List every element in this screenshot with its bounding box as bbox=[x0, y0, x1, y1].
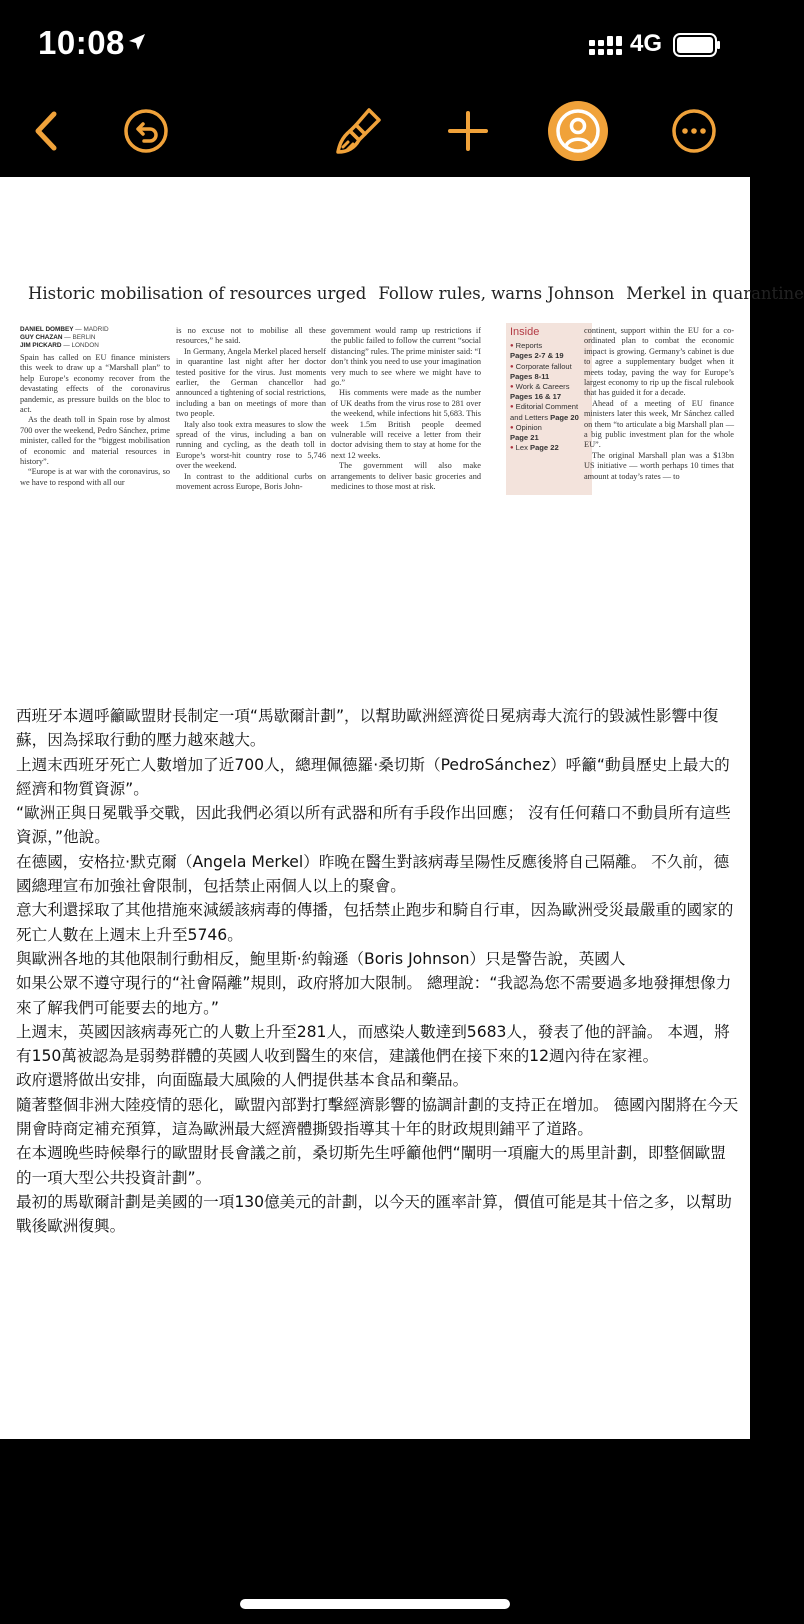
location-arrow-icon bbox=[128, 33, 146, 51]
translation-paragraph: 如果公眾不遵守現行的“社會隔離”規則，政府將加大限制。 總理說：“我認為您不需要過多地發揮想像力來了解我們可能要去的地方。” bbox=[16, 974, 732, 1017]
translation-paragraph: “歐洲正與日冕戰爭交戰，因此我們必須以所有武器和所有手段作出回應； 沒有任何藉口不動員所有這些資源，”他說。 bbox=[16, 804, 731, 847]
article-paragraph: government would ramp up restrictions if the public failed to follow the current “social distancing” rules. The prime minister said: “I don’t think you need to use your imagination very much to see where we might have to go.” bbox=[331, 326, 481, 388]
translation-paragraph: 上週末西班牙死亡人數增加了近700人，總理佩德羅·桑切斯（PedroSánchez）呼籲“動員歷史上最大的經濟和物質資源”。 bbox=[16, 755, 730, 798]
translation-paragraph: 隨著整個非洲大陸疫情的惡化，歐盟內部對打擊經濟影響的協調計劃的支持正在增加。 德國內閣將在今天開會時商定補充預算，這為歐洲最大經濟體撕毀指導其十年的財政規則鋪平了道路。 bbox=[16, 1095, 739, 1139]
translation-paragraph: 政府還將做出安排，向面臨最大風險的人們提供基本食品和藥品。 bbox=[16, 1071, 469, 1090]
translation-paragraph: 上週末，英國因該病毒死亡的人數上升至281人，而感染人數達到5683人，發表了他的評論。 本週，將有150萬被認為是弱勢群體的英國人收到醫生的來信，建議他們在接下來的12週內待在家裡。 bbox=[16, 1022, 730, 1066]
translation-paragraph: 在本週晚些時候舉行的歐盟財長會議之前，桑切斯先生呼籲他們“闡明一項龐大的馬里計劃，即整個歐盟的一項大型公共投資計劃”。 bbox=[16, 1144, 726, 1187]
headline-1: Historic mobilisation of resources urged bbox=[28, 283, 367, 303]
article-paragraph: In Germany, Angela Merkel placed herself in quarantine last night after her doctor tested positive for the virus. Just moments earlier, the German chancellor had announced a tightening of social restrictions, including a ban on meetings of more than two people. bbox=[176, 346, 326, 419]
headline-3: Merkel in quarantine bbox=[626, 283, 804, 303]
undo-button[interactable] bbox=[110, 95, 182, 167]
headline-bar bbox=[20, 277, 804, 309]
article-column-4 bbox=[584, 326, 734, 482]
translation-paragraph: 西班牙本週呼籲歐盟財長制定一項“馬歇爾計劃”，以幫助歐洲經濟從日冕病毒大流行的毀滅性影響中復蘇，因為採取行動的壓力越來越大。 bbox=[16, 707, 719, 750]
note-content[interactable] bbox=[0, 177, 804, 1439]
article-column-3 bbox=[331, 326, 481, 493]
status-bar bbox=[0, 0, 750, 95]
brush-icon bbox=[333, 105, 385, 157]
network-type: 4G bbox=[630, 30, 663, 57]
inside-title: Inside bbox=[510, 326, 540, 338]
inside-item: Pages 16 & 17 bbox=[510, 392, 562, 402]
inside-item: ● Lex Page 22 bbox=[510, 443, 588, 453]
more-button[interactable] bbox=[658, 95, 730, 167]
profile-button[interactable] bbox=[542, 95, 614, 167]
article-paragraph: Italy also took extra measures to slow the spread of the virus, including a ban on running and cycling, as the death toll in Europe’s worst-hit country rose to 5,746 over the weekend. bbox=[176, 419, 326, 471]
inside-item: ● Opinion bbox=[510, 423, 588, 433]
status-time: 10:08 bbox=[38, 24, 125, 61]
more-icon bbox=[670, 107, 718, 155]
undo-icon bbox=[122, 107, 170, 155]
plus-icon bbox=[446, 109, 490, 153]
brush-button[interactable] bbox=[323, 95, 395, 167]
inside-item: ● Reports bbox=[510, 341, 588, 351]
inside-item: ● Work & Careers bbox=[510, 382, 588, 392]
inside-item: Page 21 bbox=[510, 433, 539, 443]
inside-item: ● Editorial Comment and Letters Page 20 bbox=[510, 402, 588, 422]
add-button[interactable] bbox=[432, 95, 504, 167]
back-button[interactable] bbox=[10, 95, 82, 167]
home-indicator[interactable] bbox=[240, 1599, 510, 1609]
translation-paragraph: 在德國，安格拉·默克爾（Angela Merkel）昨晚在醫生對該病毒呈陽性反應後將自己隔離。 不久前，德國總理宣布加強社會限制，包括禁止兩個人以上的聚會。 bbox=[16, 852, 730, 896]
translation-paragraph: 意大利還採取了其他措施來減緩該病毒的傳播，包括禁止跑步和騎自行車，因為歐洲受災最嚴重的國家的死亡人數在上週末上升至5746。 bbox=[16, 901, 734, 944]
inside-item: ● Corporate fallout bbox=[510, 362, 588, 372]
article-paragraph: In contrast to the additional curbs on movement across Europe, Boris John- bbox=[176, 471, 326, 492]
bottom-bar bbox=[0, 1439, 750, 1624]
article-paragraph: His comments were made as the number of UK deaths from the virus rose to 281 over the weekend, while infections hit 5,683. This week 1.5m British people deemed vulnerable will receive a letter from their doctor advising them to stay at home for the next 12 weeks. bbox=[331, 388, 481, 460]
profile-icon bbox=[547, 100, 609, 162]
translation-paragraph: 最初的馬歇爾計劃是美國的一項130億美元的計劃，以今天的匯率計算，價值可能是其十倍之多，以幫助戰後歐洲復興。 bbox=[16, 1192, 732, 1236]
article-paragraph: Ahead of a meeting of EU finance ministers later this week, Mr Sánchez called on them “to articulate a big Marshall plan — a big public investment plan for the whole EU”. bbox=[584, 398, 734, 450]
article-paragraph: is no excuse not to mobilise all these resources,” he said. bbox=[176, 326, 326, 346]
back-chevron-icon bbox=[26, 106, 66, 156]
article-paragraph: continent, support within the EU for a co-ordinated plan to combat the economic impact is growing. Germany’s cabinet is due to agree a supplementary budget when it meets today, paving the way for Europe’s largest economy to rip up the fiscal rulebook that has guided it for a decade. bbox=[584, 326, 734, 398]
article-column-1 bbox=[20, 326, 170, 488]
article-paragraph: The government will also make arrangements to deliver basic groceries and medicines to those most at risk. bbox=[331, 461, 481, 492]
article-paragraph: “Europe is at war with the coronavirus, so we have to respond with all our bbox=[20, 467, 170, 487]
article-paragraph: The original Marshall plan was a $13bn US initiative — worth perhaps 10 times that amount at today’s rates — to bbox=[584, 450, 734, 481]
translation-paragraph: 與歐洲各地的其他限制行動相反，鮑里斯·約翰遜（Boris Johnson）只是警告說，英國人 bbox=[16, 949, 626, 968]
article-columns bbox=[20, 326, 734, 496]
inside-box bbox=[506, 323, 592, 495]
article-paragraph: Spain has called on EU finance ministers this week to draw up a “Marshall plan” to help Europe’s economy recover from the devastating effects of the coronavirus pandemic, as pressure builds on the bloc to act. bbox=[20, 353, 170, 415]
newspaper-clipping-image bbox=[20, 277, 804, 687]
battery-icon bbox=[673, 33, 721, 57]
article-paragraph: As the death toll in Spain rose by almost 700 over the weekend, Pedro Sánchez, prime minister, called for the “biggest mobilisation of economic and material resources in history”. bbox=[20, 415, 170, 467]
headline-2: Follow rules, warns Johnson bbox=[378, 283, 615, 303]
inside-item: Pages 8-11 bbox=[510, 371, 550, 381]
byline: DANIEL DOMBEY — MADRID GUY CHAZAN — BERLIN JIM PICKARD — LONDON bbox=[20, 326, 109, 349]
article-column-2 bbox=[176, 326, 326, 493]
signal-icon bbox=[589, 36, 623, 58]
inside-item: Pages 2-7 & 19 bbox=[510, 351, 564, 361]
translation-text[interactable] bbox=[16, 704, 740, 1239]
toolbar bbox=[0, 95, 750, 177]
